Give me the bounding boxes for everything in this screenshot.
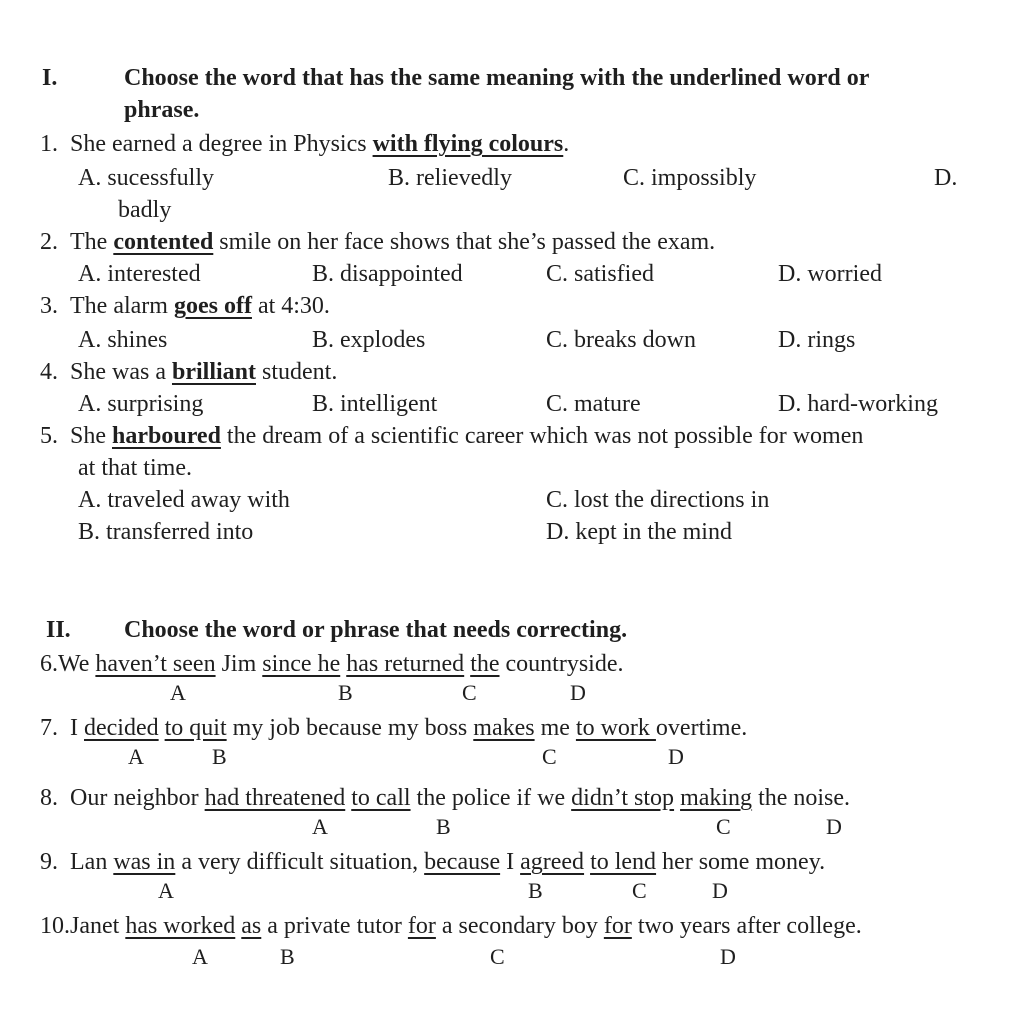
option-c: C. satisfied: [546, 261, 654, 287]
underlined-c: didn’t stop: [571, 785, 675, 811]
option-b: B. disappointed: [312, 261, 463, 287]
option-d: D. kept in the mind: [546, 519, 732, 545]
question-5: [40, 424, 863, 448]
question-number: 3.: [40, 293, 58, 319]
section-1-instruction-line2: phrase.: [124, 97, 200, 123]
underlined-a: decided: [84, 715, 159, 741]
option-d: D. hard-working: [778, 391, 938, 417]
underlined-d: the: [470, 651, 500, 677]
question-number: 2.: [40, 229, 58, 255]
text-segment: a secondary boy: [435, 913, 604, 939]
option-c: C. breaks down: [546, 327, 696, 353]
underlined-b: to quit: [164, 715, 227, 741]
section-2-instruction: Choose the word or phrase that needs correcting.: [124, 617, 628, 643]
question-8: [40, 786, 850, 810]
text-segment: countryside.: [499, 651, 624, 677]
label-a: A: [158, 878, 174, 903]
text-segment: We: [58, 651, 96, 677]
option-c: C. impossibly: [623, 165, 757, 191]
text-segment: Lan: [70, 849, 114, 875]
underlined-a: was in: [113, 849, 176, 875]
option-d: D. worried: [778, 261, 882, 287]
text-segment: my job because my boss: [226, 715, 474, 741]
text-segment: Jim: [215, 651, 263, 677]
label-a: A: [192, 944, 208, 969]
label-c: C: [542, 744, 557, 769]
label-b: B: [338, 680, 353, 705]
question-5-continued: at that time.: [78, 455, 192, 481]
question-number: 7.: [40, 715, 58, 741]
label-b: B: [280, 944, 295, 969]
question-9: [40, 850, 825, 874]
underlined-phrase: brilliant: [171, 359, 256, 385]
question-number: 8.: [40, 785, 58, 811]
question-text-end: student.: [256, 359, 338, 385]
option-b: B. explodes: [312, 327, 426, 353]
option-b: B. relievedly: [388, 165, 512, 191]
underlined-d: to work: [575, 715, 656, 741]
underlined-a: haven’t seen: [95, 651, 216, 677]
question-text: The alarm: [70, 293, 174, 319]
option-d: D. rings: [778, 327, 856, 353]
label-c: C: [462, 680, 477, 705]
text-segment: I: [500, 849, 521, 875]
label-c: C: [632, 878, 647, 903]
option-a: A. interested: [78, 261, 201, 287]
question-1: [40, 132, 569, 156]
underlined-c: for: [407, 913, 436, 939]
question-text-end: .: [563, 131, 570, 157]
label-d: D: [720, 944, 736, 969]
text-segment: overtime.: [655, 715, 748, 741]
option-a: A. traveled away with: [78, 487, 290, 513]
underlined-c: has returned: [346, 651, 465, 677]
question-2: [40, 230, 715, 254]
label-d: D: [712, 878, 728, 903]
question-text-end: the dream of a scientific career which was not possible for women: [220, 423, 864, 449]
underlined-c: makes: [473, 715, 535, 741]
question-10: [40, 914, 862, 938]
label-c: C: [716, 814, 731, 839]
option-a: A. sucessfully: [78, 165, 214, 191]
option-b: B. transferred into: [78, 519, 254, 545]
underlined-phrase: goes off: [173, 293, 252, 319]
text-segment: the noise.: [752, 785, 851, 811]
option-a: A. surprising: [78, 391, 204, 417]
question-6: [40, 652, 624, 676]
question-text: She earned a degree in Physics: [70, 131, 373, 157]
text-segment: Our neighbor: [70, 785, 205, 811]
underlined-d: making: [680, 785, 753, 811]
text-segment: a private tutor: [261, 913, 408, 939]
question-number: 4.: [40, 359, 58, 385]
label-a: A: [170, 680, 186, 705]
underlined-a: had threatened: [204, 785, 346, 811]
label-d: D: [668, 744, 684, 769]
underlined-b: since he: [262, 651, 341, 677]
option-c: C. mature: [546, 391, 641, 417]
underlined-b: as: [241, 913, 262, 939]
question-text-end: at 4:30.: [251, 293, 330, 319]
question-text: She was a: [70, 359, 172, 385]
label-b: B: [528, 878, 543, 903]
question-7: [40, 716, 747, 740]
question-3: [40, 294, 330, 318]
option-c: C. lost the directions in: [546, 487, 770, 513]
underlined-b: to call: [351, 785, 411, 811]
text-segment: the police if we: [410, 785, 572, 811]
underlined-d: to lend: [590, 849, 657, 875]
underlined-a: has worked: [125, 913, 236, 939]
underlined-phrase: with flying colours: [372, 131, 564, 157]
underlined-phrase: contented: [113, 229, 214, 255]
label-d: D: [570, 680, 586, 705]
text-segment: I: [70, 715, 84, 741]
question-number: 5.: [40, 423, 58, 449]
question-text: The: [70, 229, 114, 255]
label-b: B: [212, 744, 227, 769]
section-1-instruction-line1: Choose the word that has the same meaning with the underlined word or: [124, 65, 870, 91]
label-a: A: [128, 744, 144, 769]
text-segment: two years after college.: [631, 913, 862, 939]
question-number: 1.: [40, 131, 58, 157]
question-number: 9.: [40, 849, 58, 875]
section-2-number: II.: [46, 617, 71, 643]
section-1-number: I.: [42, 65, 58, 91]
option-a: A. shines: [78, 327, 168, 353]
text-segment: a very difficult situation,: [175, 849, 425, 875]
option-b: B. intelligent: [312, 391, 438, 417]
underlined-b: because: [424, 849, 501, 875]
question-4: [40, 360, 337, 384]
text-segment: me: [534, 715, 576, 741]
question-number: 10.: [40, 913, 70, 939]
label-d: D: [826, 814, 842, 839]
text-segment: her some money.: [656, 849, 826, 875]
underlined-phrase: harboured: [112, 423, 221, 449]
label-a: A: [312, 814, 328, 839]
question-text: She: [70, 423, 112, 449]
option-d: D.: [934, 165, 958, 191]
question-text-end: smile on her face shows that she’s passed the exam.: [213, 229, 716, 255]
option-d-continued: badly: [118, 197, 172, 223]
question-number: 6.: [40, 651, 58, 677]
text-segment: Janet: [70, 913, 126, 939]
label-c: C: [490, 944, 505, 969]
underlined-c: agreed: [520, 849, 585, 875]
label-b: B: [436, 814, 451, 839]
underlined-d: for: [603, 913, 632, 939]
